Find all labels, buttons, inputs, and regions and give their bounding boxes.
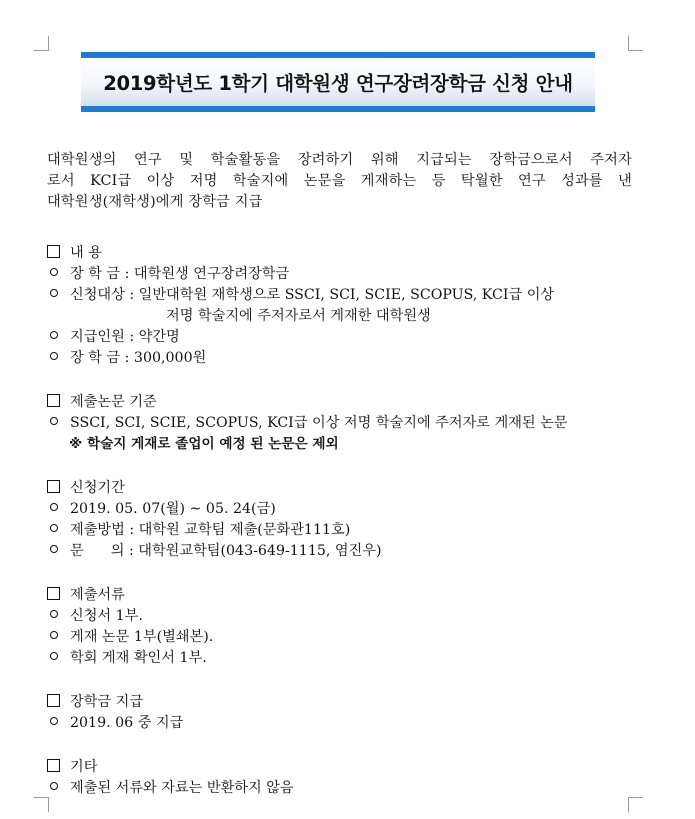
document-title: 2019학년도 1학기 대학원생 연구장려장학금 신청 안내 (103, 72, 573, 95)
intro-line: 대학원생(재학생)에게 장학금 지급 (47, 194, 263, 210)
circle-bullet-icon (50, 545, 58, 553)
circle-bullet-icon (50, 268, 58, 276)
section-heading-text: 제출논문 기준 (70, 394, 157, 410)
section-criteria (47, 392, 632, 455)
section-payment (47, 692, 632, 734)
section-documents (47, 585, 632, 669)
square-bullet-icon (47, 694, 60, 707)
circle-bullet-icon (50, 652, 58, 660)
section-heading-text: 장학금 지급 (70, 694, 144, 710)
section-heading (47, 757, 632, 778)
list-item-text: 게재 논문 1부(별쇄본). (70, 629, 214, 645)
list-item-text: 제출된 서류와 자료는 반환하지 않음 (70, 780, 294, 796)
intro-paragraph (47, 150, 632, 213)
list-item (47, 413, 632, 434)
list-item (47, 285, 632, 306)
corner-mark-bottom-left (34, 797, 49, 812)
list-item (47, 499, 632, 520)
section-period (47, 478, 632, 562)
intro-line: 대학원생의 연구 및 학술활동을 장려하기 위해 지급되는 장학금으로서 주저자 (47, 152, 632, 168)
section-heading-text: 제출서류 (70, 587, 125, 603)
list-item-text: 제출방법 : 대학원 교학팀 제출(문화관111호) (70, 522, 351, 538)
list-item-text: SSCI, SCI, SCIE, SCOPUS, KCI급 이상 저명 학술지에 주저자로 게재된 논문 (70, 415, 568, 431)
circle-bullet-icon (50, 417, 58, 425)
circle-bullet-icon (50, 631, 58, 639)
corner-mark-top-left (34, 36, 49, 51)
list-item (47, 264, 632, 285)
list-item-text: 2019. 06 중 지급 (70, 715, 184, 731)
circle-bullet-icon (50, 610, 58, 618)
section-heading (47, 585, 632, 606)
list-item (47, 648, 632, 669)
exclusion-note: ※ 학술지 게재로 졸업이 예정 된 논문은 제외 (69, 436, 339, 452)
list-item-text: 신청서 1부. (70, 608, 143, 624)
list-item-text: 장 학 금 : 대학원생 연구장려장학금 (70, 266, 290, 282)
list-item (47, 627, 632, 648)
document-body (47, 150, 632, 799)
circle-bullet-icon (50, 503, 58, 511)
square-bullet-icon (47, 245, 60, 258)
section-heading-text: 기타 (70, 759, 98, 775)
list-item (47, 713, 632, 734)
list-item (47, 348, 632, 369)
list-item-text: 2019. 05. 07(월) ~ 05. 24(금) (70, 501, 276, 517)
corner-mark-top-right (628, 36, 643, 51)
section-heading (47, 478, 632, 499)
list-item (47, 778, 632, 799)
square-bullet-icon (47, 587, 60, 600)
title-banner (81, 52, 595, 112)
circle-bullet-icon (50, 352, 58, 360)
circle-bullet-icon (50, 782, 58, 790)
circle-bullet-icon (50, 524, 58, 532)
list-item (47, 606, 632, 627)
circle-bullet-icon (50, 717, 58, 725)
square-bullet-icon (47, 394, 60, 407)
list-item (47, 520, 632, 541)
section-heading-text: 내 용 (70, 245, 102, 261)
section-content (47, 243, 632, 369)
list-item-text: 장 학 금 : 300,000원 (70, 350, 207, 366)
section-heading (47, 692, 632, 713)
square-bullet-icon (47, 480, 60, 493)
circle-bullet-icon (50, 289, 58, 297)
section-heading (47, 392, 632, 413)
list-item-text: 학회 게재 확인서 1부. (70, 650, 207, 666)
list-item-text: 지급인원 : 약간명 (70, 329, 180, 345)
corner-mark-bottom-right (628, 797, 643, 812)
list-item-continuation: 저명 학술지에 주저자로서 게재한 대학원생 (166, 308, 431, 324)
section-heading (47, 243, 632, 264)
list-item (47, 541, 632, 562)
list-item (47, 327, 632, 348)
intro-line: 로서 KCI급 이상 저명 학술지에 논문을 게재하는 등 탁월한 연구 성과를 낸 (47, 173, 632, 189)
section-heading-text: 신청기간 (70, 480, 125, 496)
list-item-text: 문 의 : 대학원교학팀(043-649-1115, 염진우) (70, 543, 382, 559)
square-bullet-icon (47, 759, 60, 772)
list-item-text: 신청대상 : 일반대학원 재학생으로 SSCI, SCI, SCIE, SCOPUS, KCI급 이상 (70, 287, 555, 303)
circle-bullet-icon (50, 331, 58, 339)
section-etc (47, 757, 632, 799)
